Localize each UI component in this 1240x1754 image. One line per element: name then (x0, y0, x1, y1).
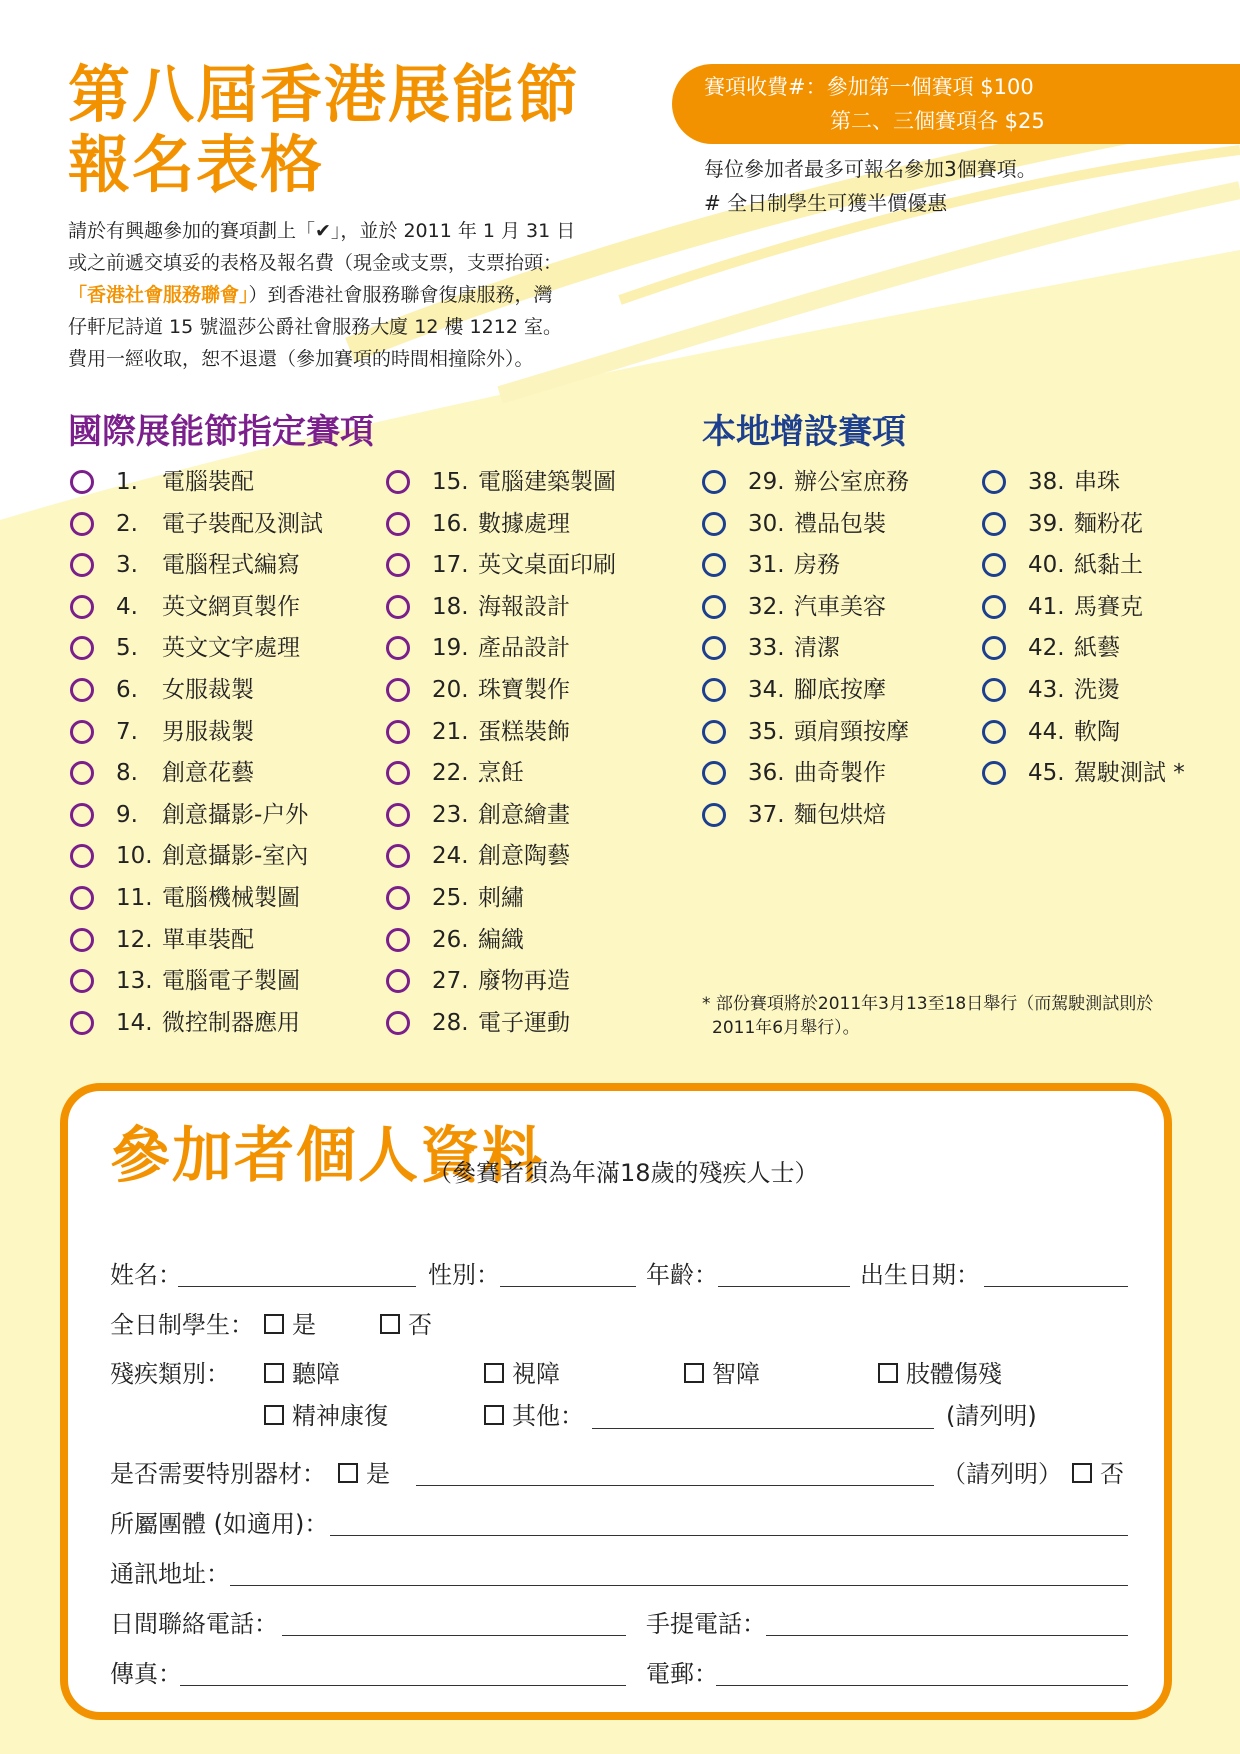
event-number: 7. (116, 718, 138, 745)
schedule-footnote (702, 992, 1182, 1040)
name-label: 姓名： (110, 1261, 182, 1289)
visual-label: 視障 (512, 1360, 560, 1388)
radio-circle-icon[interactable] (386, 1011, 410, 1035)
event-number: 6. (116, 677, 138, 703)
radio-circle-icon[interactable] (982, 553, 1006, 577)
event-number: 16. (432, 510, 469, 537)
name-field[interactable] (178, 1286, 416, 1287)
event-name: 微控制器應用 (162, 1009, 300, 1036)
event-name: 男服裁製 (162, 718, 254, 745)
event-number: 21. (432, 718, 469, 745)
radio-circle-icon[interactable] (982, 512, 1006, 536)
event-number: 33. (748, 635, 785, 662)
event-number: 3. (116, 552, 138, 579)
equipment-detail-field[interactable] (416, 1485, 934, 1486)
equipment-no-checkbox[interactable] (1072, 1463, 1092, 1483)
section-local-heading: 本地增設賽項 (702, 412, 906, 452)
event-name: 馬賽克 (1074, 593, 1143, 620)
event-number: 43. (1028, 677, 1065, 703)
event-name: 英文網頁製作 (162, 593, 300, 620)
gender-label: 性別： (428, 1261, 500, 1289)
radio-circle-icon[interactable] (70, 886, 94, 910)
radio-circle-icon[interactable] (386, 761, 410, 785)
radio-circle-icon[interactable] (702, 678, 726, 702)
radio-circle-icon[interactable] (70, 512, 94, 536)
intro-line-3 (68, 279, 608, 311)
student-no-checkbox[interactable] (380, 1314, 400, 1334)
event-name: 軟陶 (1074, 718, 1120, 745)
email-label: 電郵： (646, 1660, 718, 1688)
event-name: 蛋糕裝飾 (478, 718, 570, 745)
event-number: 17. (432, 552, 469, 579)
radio-circle-icon[interactable] (70, 470, 94, 494)
event-number: 25. (432, 885, 469, 911)
radio-circle-icon[interactable] (70, 720, 94, 744)
intellectual-option[interactable] (684, 1357, 760, 1391)
event-number: 15. (432, 469, 469, 495)
event-name: 數據處理 (478, 510, 570, 537)
student-no-option[interactable] (380, 1308, 432, 1342)
footnote-line-2: 2011年6月舉行）。 (712, 1018, 860, 1038)
event-name: 腳底按摩 (794, 677, 886, 703)
event-name: 單車裝配 (162, 926, 254, 953)
event-number: 24. (432, 843, 469, 870)
equipment-yes-option[interactable] (338, 1457, 390, 1491)
personal-info-subtitle: （參賽者須為年滿18歲的殘疾人士） (428, 1159, 819, 1187)
intro-line-1: 請於有興趣參加的賽項劃上「✔」，並於 2011 年 1 月 31 日 (68, 220, 576, 242)
radio-circle-icon[interactable] (386, 720, 410, 744)
event-number: 18. (432, 593, 469, 620)
event-name: 刺繡 (478, 885, 524, 911)
event-name: 電腦建築製圖 (478, 469, 616, 495)
hearing-option[interactable] (264, 1357, 340, 1391)
fax-label: 傳真： (110, 1660, 182, 1688)
radio-circle-icon[interactable] (702, 595, 726, 619)
event-number: 37. (748, 801, 785, 828)
event-number: 32. (748, 593, 785, 620)
visual-checkbox[interactable] (484, 1363, 504, 1383)
event-number: 29. (748, 469, 785, 495)
physical-checkbox[interactable] (878, 1363, 898, 1383)
event-name: 創意陶藝 (478, 843, 570, 870)
event-number: 45. (1028, 760, 1065, 787)
event-number: 19. (432, 635, 469, 662)
fee-line-1: 賽項收費#：參加第一個賽項 $100 (704, 75, 1034, 99)
event-name: 洗燙 (1074, 677, 1120, 703)
hearing-label: 聽障 (292, 1360, 340, 1388)
event-number: 26. (432, 926, 469, 953)
event-number: 2. (116, 510, 138, 537)
mobile-field[interactable] (766, 1635, 1128, 1636)
address-label: 通訊地址： (110, 1560, 230, 1588)
event-name: 創意攝影-室內 (162, 843, 309, 870)
radio-circle-icon[interactable] (702, 553, 726, 577)
radio-circle-icon[interactable] (386, 512, 410, 536)
fee-line-2: 第二、三個賽項各 $25 (830, 109, 1045, 133)
intellectual-label: 智障 (712, 1360, 760, 1388)
special-equipment-label: 是否需要特別器材： (110, 1460, 326, 1488)
intro-line-5: 費用一經收取，恕不退還（參加賽項的時間相撞除外）。 (68, 348, 534, 370)
event-number: 12. (116, 926, 153, 953)
event-number: 5. (116, 635, 138, 662)
other-checkbox[interactable] (484, 1405, 504, 1425)
event-name: 烹飪 (478, 760, 524, 787)
event-name: 電腦程式編寫 (162, 552, 300, 579)
hearing-checkbox[interactable] (264, 1363, 284, 1383)
radio-circle-icon[interactable] (702, 803, 726, 827)
radio-circle-icon[interactable] (70, 969, 94, 993)
radio-circle-icon[interactable] (982, 720, 1006, 744)
student-no-label: 否 (408, 1311, 432, 1339)
footnote-line-1: * 部份賽項將於2011年3月13至18日舉行（而駕駛測試則於 (702, 994, 1154, 1014)
event-name: 創意繪畫 (478, 801, 570, 828)
day-phone-label: 日間聯絡電話： (110, 1610, 278, 1638)
event-number: 41. (1028, 593, 1065, 620)
student-yes-checkbox[interactable] (264, 1314, 284, 1334)
equipment-yes-checkbox[interactable] (338, 1463, 358, 1483)
intro-paragraph (68, 215, 608, 375)
radio-circle-icon[interactable] (702, 512, 726, 536)
event-name: 頭肩頸按摩 (794, 718, 909, 745)
event-name: 禮品包裝 (794, 510, 886, 537)
email-field[interactable] (716, 1685, 1128, 1686)
event-name: 海報設計 (478, 593, 570, 620)
event-name: 電腦機械製圖 (162, 885, 300, 911)
radio-circle-icon[interactable] (386, 886, 410, 910)
event-name: 麵粉花 (1074, 510, 1143, 537)
event-name: 紙黏土 (1074, 552, 1143, 579)
event-name: 紙藝 (1074, 635, 1120, 662)
radio-circle-icon[interactable] (386, 928, 410, 952)
fulltime-student-label: 全日制學生： (110, 1311, 254, 1339)
mental-checkbox[interactable] (264, 1405, 284, 1425)
event-number: 40. (1028, 552, 1065, 579)
payee-name: 「香港社會服務聯會」 (68, 284, 249, 306)
event-number: 42. (1028, 635, 1065, 662)
event-name: 曲奇製作 (794, 760, 886, 787)
radio-circle-icon[interactable] (386, 678, 410, 702)
visual-option[interactable] (484, 1357, 560, 1391)
event-name: 電子運動 (478, 1009, 570, 1036)
event-number: 13. (116, 968, 153, 995)
age-label: 年齡： (646, 1261, 718, 1289)
dob-field[interactable] (984, 1286, 1128, 1287)
radio-circle-icon[interactable] (70, 595, 94, 619)
radio-circle-icon[interactable] (70, 678, 94, 702)
disability-type-label: 殘疾類別： (110, 1360, 230, 1388)
student-yes-label: 是 (292, 1311, 316, 1339)
student-yes-option[interactable] (264, 1308, 316, 1342)
event-name: 英文桌面印刷 (478, 552, 616, 579)
mental-label: 精神康復 (292, 1402, 388, 1430)
event-number: 34. (748, 677, 785, 703)
event-number: 36. (748, 760, 785, 787)
radio-circle-icon[interactable] (982, 678, 1006, 702)
event-name: 電子裝配及測試 (162, 510, 323, 537)
physical-option[interactable] (878, 1357, 1002, 1391)
radio-circle-icon[interactable] (982, 470, 1006, 494)
equipment-yes-label: 是 (366, 1460, 390, 1488)
event-number: 38. (1028, 469, 1065, 495)
event-number: 1. (116, 469, 138, 495)
gender-field[interactable] (500, 1286, 636, 1287)
organization-field[interactable] (330, 1535, 1128, 1536)
intro-line-4: 仔軒尼詩道 15 號溫莎公爵社會服務大廈 12 樓 1212 室。 (68, 316, 562, 338)
radio-circle-icon[interactable] (982, 595, 1006, 619)
event-name: 辦公室庶務 (794, 469, 909, 495)
event-name: 麵包烘焙 (794, 801, 886, 828)
fee-notes (704, 152, 1037, 220)
other-disability-field[interactable] (592, 1428, 934, 1429)
radio-circle-icon[interactable] (702, 720, 726, 744)
event-name: 女服裁製 (162, 677, 254, 703)
event-number: 31. (748, 552, 785, 579)
event-name: 英文文字處理 (162, 635, 300, 662)
title-line-1: 第八屆香港展能節 (68, 58, 581, 131)
event-name: 電腦電子製圖 (162, 968, 300, 995)
radio-circle-icon[interactable] (386, 803, 410, 827)
event-name: 創意攝影-户外 (162, 801, 309, 828)
event-name: 房務 (794, 552, 840, 579)
event-number: 44. (1028, 718, 1065, 745)
page-title (68, 60, 580, 200)
radio-circle-icon[interactable] (702, 470, 726, 494)
event-number: 10. (116, 843, 153, 870)
intro-line-3-rest: ）到香港社會服務聯會復康服務，灣 (248, 284, 553, 306)
mental-option[interactable] (264, 1399, 388, 1433)
event-name: 串珠 (1074, 469, 1120, 495)
intro-line-2: 或之前遞交填妥的表格及報名費（現金或支票，支票抬頭： (68, 252, 563, 274)
event-name: 清潔 (794, 635, 840, 662)
day-phone-field[interactable] (282, 1635, 626, 1636)
event-name: 編織 (478, 926, 524, 953)
event-number: 35. (748, 718, 785, 745)
fee-note-2: # 全日制學生可獲半價優惠 (704, 191, 948, 215)
radio-circle-icon[interactable] (70, 928, 94, 952)
event-name: 珠寶製作 (478, 677, 570, 703)
event-number: 8. (116, 760, 138, 787)
event-number: 28. (432, 1009, 469, 1036)
radio-circle-icon[interactable] (70, 803, 94, 827)
physical-label: 肢體傷殘 (906, 1360, 1002, 1388)
other-option[interactable] (484, 1399, 584, 1433)
radio-circle-icon[interactable] (982, 761, 1006, 785)
organization-label: 所屬團體 (如適用)： (110, 1510, 329, 1538)
other-label: 其他： (512, 1402, 584, 1430)
event-name: 產品設計 (478, 635, 570, 662)
dob-label: 出生日期： (860, 1261, 980, 1289)
event-number: 27. (432, 968, 469, 995)
event-number: 20. (432, 677, 469, 703)
event-number: 11. (116, 885, 153, 911)
radio-circle-icon[interactable] (386, 553, 410, 577)
please-specify-label-2: （請列明） (942, 1460, 1062, 1488)
equipment-no-label: 否 (1100, 1460, 1124, 1488)
event-number: 23. (432, 801, 469, 828)
fee-banner (672, 64, 1240, 144)
radio-circle-icon[interactable] (386, 595, 410, 619)
fee-note-1: 每位參加者最多可報名參加3個賽項。 (704, 157, 1037, 181)
event-name: 廢物再造 (478, 968, 570, 995)
section-international-heading: 國際展能節指定賽項 (68, 412, 374, 452)
radio-circle-icon[interactable] (70, 761, 94, 785)
event-name: 電腦裝配 (162, 469, 254, 495)
event-name: 駕駛測試 * (1074, 760, 1185, 787)
please-specify-label: (請列明) (946, 1402, 1037, 1430)
event-name: 創意花藝 (162, 760, 254, 787)
event-number: 39. (1028, 510, 1065, 537)
equipment-no-option[interactable] (1072, 1457, 1124, 1491)
radio-circle-icon[interactable] (70, 553, 94, 577)
radio-circle-icon[interactable] (702, 761, 726, 785)
event-number: 4. (116, 593, 138, 620)
personal-info-title: 參加者個人資料 (110, 1121, 544, 1191)
event-number: 22. (432, 760, 469, 787)
fax-field[interactable] (180, 1685, 626, 1686)
age-field[interactable] (718, 1286, 850, 1287)
title-line-2: 報名表格 (68, 128, 325, 201)
intellectual-checkbox[interactable] (684, 1363, 704, 1383)
mobile-label: 手提電話： (646, 1610, 766, 1638)
radio-circle-icon[interactable] (386, 969, 410, 993)
event-name: 汽車美容 (794, 593, 886, 620)
event-number: 30. (748, 510, 785, 537)
radio-circle-icon[interactable] (386, 470, 410, 494)
event-number: 14. (116, 1009, 153, 1036)
address-field[interactable] (230, 1585, 1128, 1586)
event-number: 9. (116, 801, 138, 828)
radio-circle-icon[interactable] (70, 1011, 94, 1035)
